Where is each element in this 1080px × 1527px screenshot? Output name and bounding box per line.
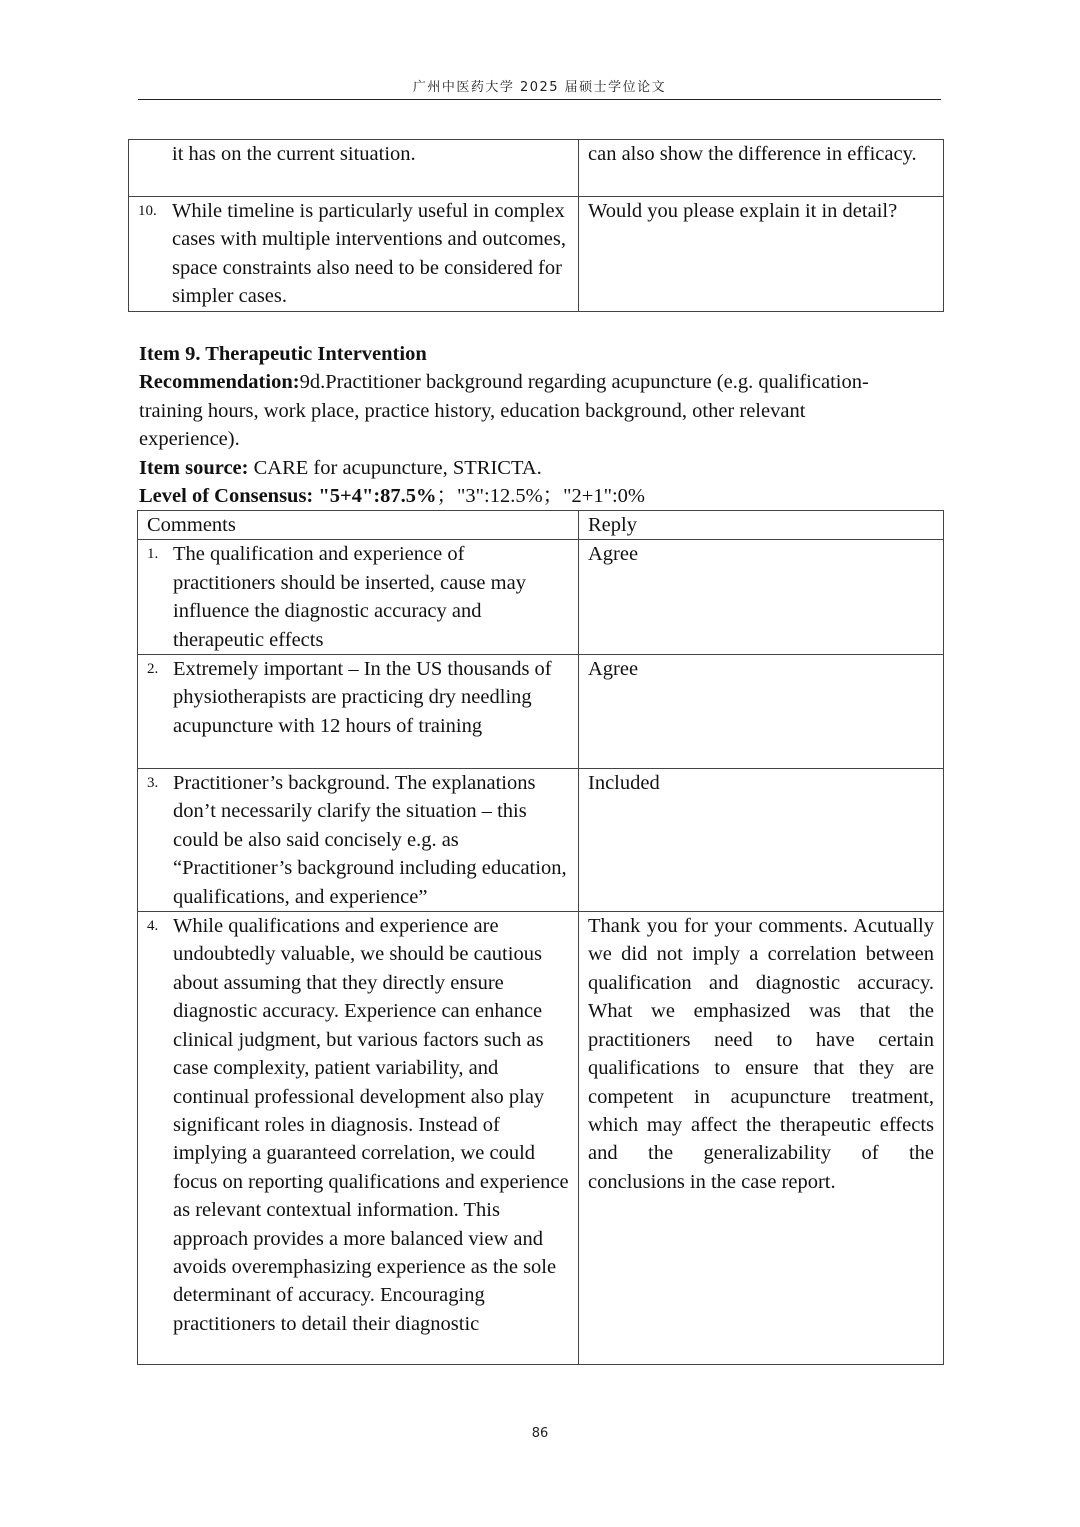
reply-text: Would you please explain it in detail? bbox=[588, 200, 898, 222]
consensus-label: Level of Consensus: "5+4":87.5% bbox=[139, 485, 437, 508]
comment-text: While timeline is particularly useful in complex cases with multiple interventions and outcomes, space constraints also need to be considered for simpler cases. bbox=[172, 200, 566, 308]
recommendation bbox=[139, 368, 939, 453]
row-number: 10. bbox=[138, 203, 157, 219]
continued-comments-table bbox=[128, 139, 944, 312]
recommendation-text: 9d.Practitioner background regarding acupuncture (e.g. qualification-training hours, work place, practice history, education background, other relevant experience). bbox=[139, 371, 869, 451]
reply-cell bbox=[579, 197, 944, 312]
comments-table bbox=[137, 510, 944, 1365]
row-number: 4. bbox=[147, 918, 159, 935]
reply-text: Agree bbox=[588, 658, 639, 681]
reply-cell bbox=[579, 540, 944, 655]
comment-text: Practitioner’s background. The explanations don’t necessarily clarify the situation – this could be also said concisely e.g. as “Practitioner’s background including education, qualifications, and experience” bbox=[173, 772, 567, 908]
comment-cell bbox=[138, 912, 579, 1365]
reply-cell bbox=[579, 140, 944, 197]
item-title: Item 9. Therapeutic Intervention bbox=[139, 343, 427, 365]
reply-text: Thank you for your comments. Acutually we did not imply a correlation between qualification and diagnostic accuracy. What we emphasized was that the practitioners need to have certain qualifications to ensure that they are competent in acupuncture treatment, which may affect the therapeutic effects and the generalizability of the conclusions in the case report. bbox=[588, 915, 934, 1193]
consensus-rest: ；"3":12.5%；"2+1":0% bbox=[436, 485, 645, 508]
table-row bbox=[138, 655, 944, 769]
header-comments: Comments bbox=[138, 511, 579, 540]
running-header: 广州中医药大学 2025 届硕士学位论文 bbox=[412, 80, 667, 95]
comment-cell bbox=[129, 197, 579, 312]
reply-text: can also show the difference in efficacy. bbox=[588, 143, 917, 165]
comment-text: it has on the current situation. bbox=[172, 143, 416, 165]
row-number bbox=[138, 140, 172, 168]
item-source-label: Item source: bbox=[139, 456, 249, 479]
row-number: 1. bbox=[147, 546, 159, 563]
table-header-row bbox=[138, 511, 944, 540]
comment-text: Extremely important – In the US thousands of physiotherapists are practicing dry needling acupuncture with 12 hours of training bbox=[173, 658, 552, 737]
comment-cell bbox=[138, 655, 579, 769]
reply-text: Agree bbox=[588, 543, 639, 566]
table-row bbox=[138, 912, 944, 1365]
item-source bbox=[139, 454, 939, 482]
level-of-consensus bbox=[139, 482, 939, 510]
reply-cell bbox=[579, 655, 944, 769]
comment-cell bbox=[129, 140, 579, 197]
recommendation-label: Recommendation: bbox=[139, 371, 300, 394]
table-row bbox=[138, 540, 944, 655]
page-number: 86 bbox=[531, 1426, 549, 1441]
item-section bbox=[139, 340, 939, 510]
row-number: 3. bbox=[147, 775, 159, 792]
comment-cell bbox=[138, 540, 579, 655]
header-rule bbox=[138, 99, 941, 100]
reply-cell bbox=[579, 912, 944, 1365]
table-row bbox=[129, 197, 944, 312]
comment-text: While qualifications and experience are undoubtedly valuable, we should be cautious about assuming that they directly ensure diagnostic accuracy. Experience can enhance clinical judgment, but various factors such as case complexity, patient variability, and continual professional development also play significant roles in diagnosis. Instead of implying a guaranteed correlation, we could focus on reporting qualifications and experience as relevant contextual information. This approach provides a more balanced view and avoids overemphasizing experience as the sole determinant of accuracy. Encouraging practitioners to detail their diagnostic bbox=[173, 915, 569, 1335]
table-row bbox=[138, 769, 944, 912]
table-row bbox=[129, 140, 944, 197]
comment-cell bbox=[138, 769, 579, 912]
header-reply: Reply bbox=[579, 511, 944, 540]
item-source-text: CARE for acupuncture, STRICTA. bbox=[248, 456, 542, 479]
reply-cell bbox=[579, 769, 944, 912]
reply-text: Included bbox=[588, 772, 660, 795]
row-number: 2. bbox=[147, 661, 159, 678]
comment-text: The qualification and experience of practitioners should be inserted, cause may influence the diagnostic accuracy and therapeutic effects bbox=[173, 543, 526, 651]
